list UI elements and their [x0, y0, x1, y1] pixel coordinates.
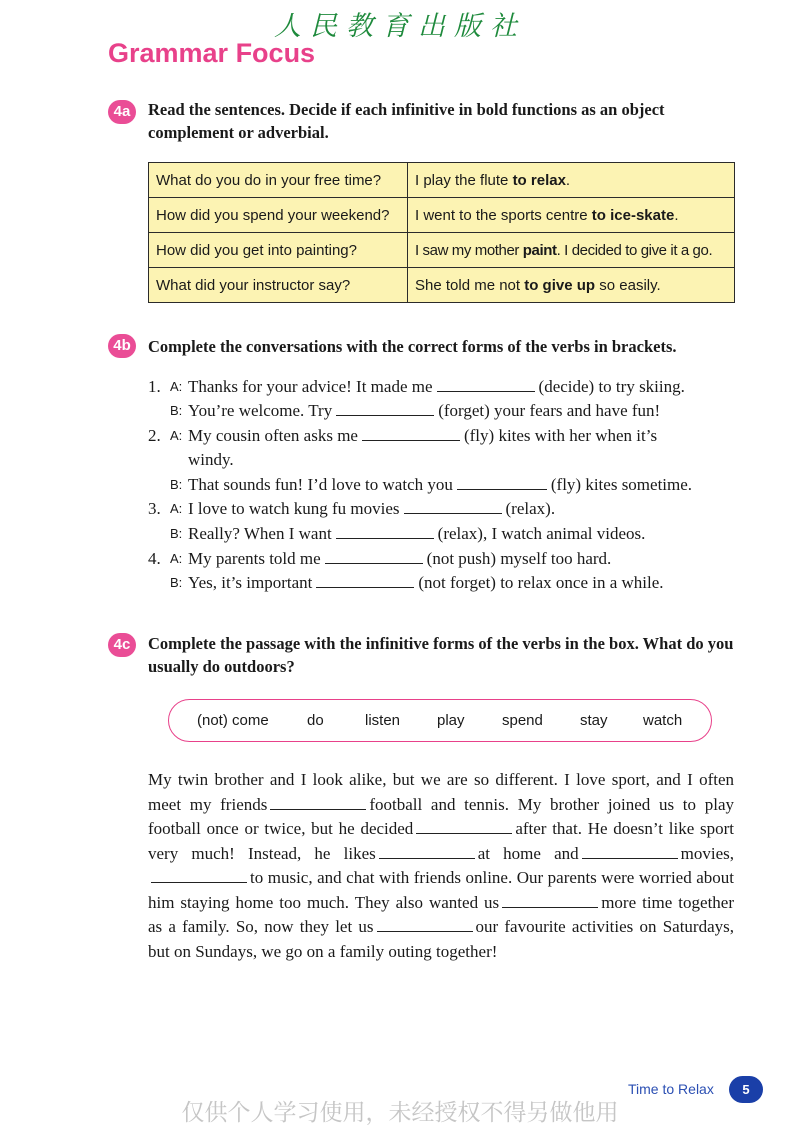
conversation-line: I love to watch kung fu movies (relax). [188, 499, 556, 518]
conversation-line: That sounds fun! I’d love to watch you (fly) kites sometime. [188, 475, 693, 494]
section-title: Grammar Focus [108, 38, 316, 68]
speaker-b-label: B: [170, 575, 183, 590]
item-number: 1. [148, 377, 161, 396]
answer-blank[interactable] [502, 892, 598, 908]
item-number: 4. [148, 549, 161, 568]
exercise-4c-instruction: Complete the passage with the infinitive forms of the verbs in the box. What do you usually do outdoors? [148, 634, 734, 676]
conversation-line: Thanks for your advice! It made me (decide) to try skiing. [188, 377, 685, 396]
unit-title: Time to Relax [628, 1081, 714, 1097]
speaker-b-label: B: [170, 403, 183, 418]
word-box-item: stay [580, 712, 608, 729]
item-number: 3. [148, 499, 161, 518]
word-box-item: spend [502, 712, 543, 729]
table-question: How did you spend your weekend? [149, 198, 408, 233]
conversation-line: Yes, it’s important (not forget) to relax once in a while. [188, 573, 664, 592]
item-number: 2. [148, 426, 161, 445]
conversation-line: Really? When I want (relax), I watch animal videos. [188, 524, 646, 543]
speaker-a-label: A: [170, 551, 183, 566]
speaker-b-label: B: [170, 526, 183, 541]
table-question: What did your instructor say? [149, 268, 408, 303]
answer-blank[interactable] [404, 498, 502, 514]
conversation-line: You’re welcome. Try (forget) your fears and have fun! [188, 401, 661, 420]
answer-blank[interactable] [582, 843, 678, 859]
answer-blank[interactable] [336, 523, 434, 539]
answer-blank[interactable] [437, 376, 535, 392]
passage: My twin brother and I look alike, but we are so different. I love sport, and I often meet my friends football and tennis. My brother joined us to play football once or twice, but he decided after that. He doesn’t like sport very much! Instead, he likes at home and movies,to music, and chat with friends online. Our parents were worried about him staying home too much. They also wanted us more time together as a family. So, now they let us our favourite activities on Saturdays, but on Sundays, we go on a family outing together! [148, 770, 735, 961]
word-box-item: do [307, 712, 324, 729]
answer-blank[interactable] [151, 867, 247, 883]
table-question: What do you do in your free time? [149, 163, 408, 198]
exercise-4b-instruction: Complete the conversations with the correct forms of the verbs in brackets. [148, 337, 677, 356]
word-box-item: listen [365, 712, 401, 729]
answer-blank[interactable] [416, 818, 512, 834]
exercise-4a-instruction: Read the sentences. Decide if each infinitive in bold functions as an object complement or adverbial. [148, 100, 665, 142]
publisher-logo: 人民教育出版社 [274, 11, 526, 42]
exercise-badge-4c: 4c [108, 633, 136, 657]
answer-blank[interactable] [362, 425, 460, 441]
answer-blank[interactable] [336, 400, 434, 416]
answer-blank[interactable] [377, 916, 473, 932]
speaker-a-label: A: [170, 501, 183, 516]
table-row [149, 163, 735, 198]
speaker-a-label: A: [170, 428, 183, 443]
answer-blank[interactable] [379, 843, 475, 859]
exercise-badge-4b: 4b [108, 334, 136, 358]
table-row [149, 268, 735, 303]
word-box-item: (not) come [197, 712, 269, 729]
watermark: 仅供个人学习使用，未经授权不得另做他用 [181, 1100, 619, 1126]
answer-blank[interactable] [270, 794, 366, 810]
table-row [149, 198, 735, 233]
conversation-line-continued: windy. [188, 450, 234, 469]
table-row [149, 233, 735, 268]
page-number: 5 [729, 1076, 763, 1103]
answer-blank[interactable] [325, 548, 423, 564]
word-box-item: watch [643, 712, 683, 729]
table-question: How did you get into painting? [149, 233, 408, 268]
table-answer: I went to the sports centre to ice-skate. [408, 198, 735, 233]
exercise-badge-4a: 4a [108, 100, 136, 124]
grammar-table [148, 162, 735, 303]
speaker-b-label: B: [170, 477, 183, 492]
speaker-a-label: A: [170, 379, 183, 394]
conversation-line: My cousin often asks me (fly) kites with her when it’s [188, 426, 658, 445]
table-answer: I play the flute to relax. [408, 163, 735, 198]
word-box-item: play [437, 712, 465, 729]
table-answer: I saw my mother paint. I decided to give it a go. [408, 233, 735, 268]
word-box [168, 699, 712, 742]
answer-blank[interactable] [316, 572, 414, 588]
table-answer: She told me not to give up so easily. [408, 268, 735, 303]
answer-blank[interactable] [457, 474, 547, 490]
conversation-line: My parents told me (not push) myself too hard. [188, 549, 612, 568]
